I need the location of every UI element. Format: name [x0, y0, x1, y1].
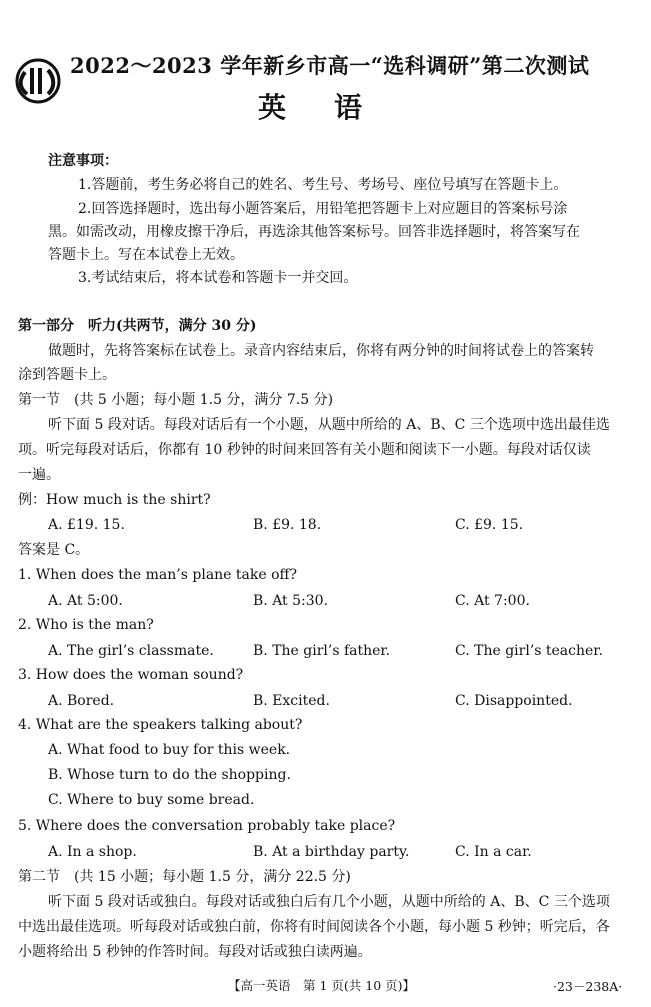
option: A. At 5:00.: [48, 593, 123, 609]
option: A. Bored.: [48, 693, 115, 709]
question: 2. Who is the man?: [18, 617, 154, 633]
option: A. £19. 15.: [48, 517, 125, 533]
section-heading: 第二节 (共 15 小题；每小题 1.5 分，满分 22.5 分): [18, 869, 351, 885]
section-intro-line: 小题将给出 5 秒钟的作答时间。每段对话或独白读两遍。: [18, 944, 372, 960]
option: C. Where to buy some bread.: [48, 792, 255, 808]
section-intro-line: 一遍。: [18, 467, 60, 483]
notice-line: 3.考试结束后，将本试卷和答题卡一并交回。: [78, 270, 358, 286]
question: 1. When does the man’s plane take off?: [18, 567, 297, 583]
part-intro-line: 做题时，先将答案标在试卷上。录音内容结束后，你将有两分钟的时间将试卷上的答案转: [48, 343, 594, 359]
option: B. £9. 18.: [253, 517, 322, 533]
option: B. At 5:30.: [253, 593, 329, 609]
notice-heading: 注意事项：: [48, 153, 118, 169]
notice-line: 答题卡上。写在本试卷上无效。: [48, 247, 244, 263]
option: C. The girl’s teacher.: [455, 643, 603, 659]
option: B. Whose turn to do the shopping.: [48, 767, 291, 783]
option: B. At a birthday party.: [253, 844, 410, 860]
section-heading: 第一节 (共 5 小题；每小题 1.5 分，满分 7.5 分): [18, 392, 334, 408]
section-intro-line: 项。听完每段对话后，你都有 10 秒钟的时间来回答有关小题和阅读下一小题。每段对话仅读: [18, 442, 591, 458]
option: B. The girl’s father.: [253, 643, 391, 659]
option: C. In a car.: [455, 844, 532, 860]
page-code: ·23－238A·: [553, 979, 623, 994]
exam-logo-icon: [15, 58, 61, 104]
exam-title: 2022～2023 学年新乡市高一“选科调研”第二次测试: [70, 53, 590, 78]
option: B. Excited.: [253, 693, 330, 709]
question: 3. How does the woman sound?: [18, 667, 244, 683]
example-question: 例：How much is the shirt?: [18, 492, 211, 508]
option: C. Disappointed.: [455, 693, 573, 709]
option: A. In a shop.: [48, 844, 137, 860]
option: A. What food to buy for this week.: [48, 742, 291, 758]
section-intro-line: 中选出最佳选项。听每段对话或独白前，你将有时间阅读各个小题，每小题 5 秒钟；听完后，各: [18, 919, 610, 935]
option: C. £9. 15.: [455, 517, 524, 533]
notice-line: 1.答题前，考生务必将自己的姓名、考生号、考场号、座位号填写在答题卡上。: [78, 177, 568, 193]
option: A. The girl’s classmate.: [48, 643, 214, 659]
question: 4. What are the speakers talking about?: [18, 717, 303, 733]
section-intro-line: 听下面 5 段对话或独白。每段对话或独白后有几个小题，从题中所给的 A、B、C 三个选项: [48, 894, 610, 910]
option: C. At 7:00.: [455, 593, 530, 609]
notice-line: 2.回答选择题时，选出每小题答案后，用铅笔把答题卡上对应题目的答案标号涂: [78, 201, 568, 217]
subject-title: 英语: [258, 91, 411, 124]
question: 5. Where does the conversation probably take place?: [18, 818, 396, 834]
part-intro-line: 涂到答题卡上。: [18, 367, 116, 383]
page-footer: 【高一英语 第 1 页(共 10 页)】: [228, 978, 416, 993]
section-intro-line: 听下面 5 段对话。每段对话后有一个小题，从题中所给的 A、B、C 三个选项中选出最佳选: [48, 417, 610, 433]
example-answer: 答案是 C。: [18, 542, 90, 558]
notice-line: 黑。如需改动，用橡皮擦干净后，再选涂其他答案标号。回答非选择题时，将答案写在: [48, 224, 580, 240]
part-heading: 第一部分 听力(共两节，满分 30 分): [18, 318, 257, 334]
